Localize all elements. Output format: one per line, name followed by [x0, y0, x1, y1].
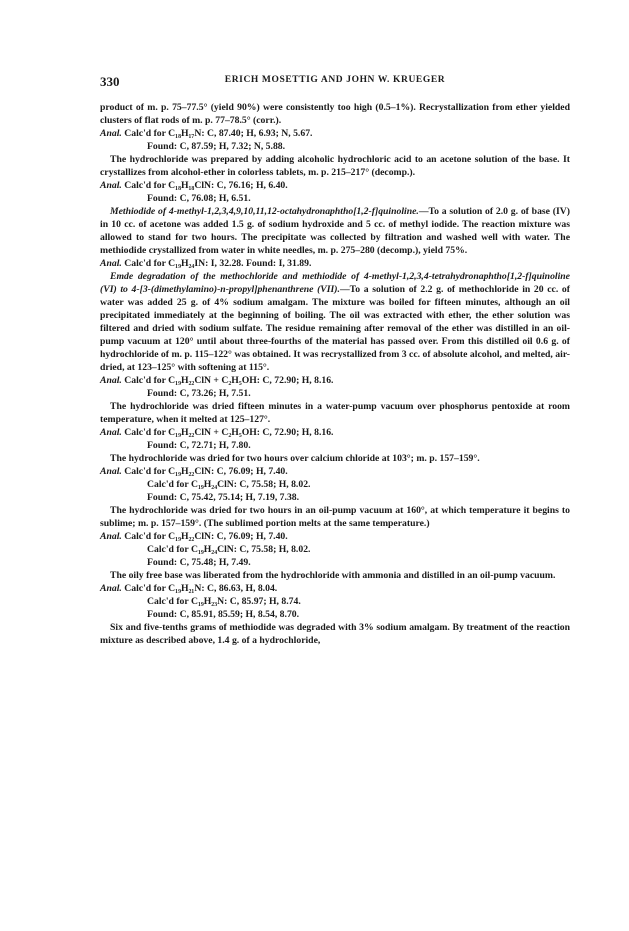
analysis-calc: Anal. Calc'd for C₁₉H₂₂ClN: C, 76.09; H, 7.40. [100, 466, 288, 477]
section-title: Methiodide of 4-methyl-1,2,3,4,9,10,11,12-octahydronaphtho[1,2-f]quinoline. [110, 206, 419, 217]
analysis-found: Found: C, 87.59; H, 7.32; N, 5.88. [147, 141, 286, 152]
analysis-calc: Calc'd for C₁₉H₂₃N: C, 85.97; H, 8.74. [147, 596, 301, 607]
analysis-calc: Anal. Calc'd for C₁₈H₁₈ClN: C, 76.16; H, 6.40. [100, 180, 288, 191]
analysis-found: Found: C, 75.42, 75.14; H, 7.19, 7.38. [147, 492, 300, 503]
paragraph: Methiodide of 4-methyl-1,2,3,4,9,10,11,12-octahydronaphtho[1,2-f]quinoline.—To a solution of 2.0 g. of base (IV) in 10 cc. of acetone was added 1.5 g. of sodium hydroxide and 5 cc. of methyl iodide. The reaction mixture was allowed to stand for two hours. The precipitate was collected by filtration and washed well with water. The methiodide crystallized from water in white needles, m. p. 275–280 (decomp.), yield 75%. [100, 206, 570, 256]
page-header [100, 74, 570, 88]
paragraph: The hydrochloride was dried for two hours in an oil-pump vacuum at 160°, at which temperature it begins to sublime; m. p. 157–159°. (The sublimed portion melts at the same temperature.) [100, 505, 570, 529]
paragraph: product of m. p. 75–77.5° (yield 90%) were consistently too high (0.5–1%). Recrystallization from ether yielded clusters of flat rods of m. p. 77–78.5° (corr.). [100, 102, 570, 126]
analysis-calc: Anal. Calc'd for C₁₉H₂₂ClN + C₂H₅OH: C, 72.90; H, 8.16. [100, 375, 334, 386]
paragraph: The hydrochloride was dried for two hours over calcium chloride at 103°; m. p. 157–159°. [110, 453, 480, 464]
analysis-calc: Anal. Calc'd for C₁₉H₂₄IN: I, 32.28. Found: I, 31.89. [100, 258, 312, 269]
paragraph: The oily free base was liberated from the hydrochloride with ammonia and distilled in an oil-pump vacuum. [110, 570, 556, 581]
analysis-calc: Calc'd for C₁₉H₂₄ClN: C, 75.58; H, 8.02. [147, 479, 311, 490]
analysis-found: Found: C, 73.26; H, 7.51. [147, 388, 251, 399]
analysis-calc: Calc'd for C₁₉H₂₄ClN: C, 75.58; H, 8.02. [147, 544, 311, 555]
paragraph: The hydrochloride was dried fifteen minutes in a water-pump vacuum over phosphorus pentoxide at room temperature, when it melted at 125–127°. [100, 401, 570, 425]
analysis-calc: Anal. Calc'd for C₁₈H₁₇N: C, 87.40; H, 6.93; N, 5.67. [100, 128, 313, 139]
analysis-found: Found: C, 76.08; H, 6.51. [147, 193, 251, 204]
analysis-found: Found: C, 75.48; H, 7.49. [147, 557, 251, 568]
analysis-calc: Anal. Calc'd for C₁₉H₂₂ClN: C, 76.09; H, 7.40. [100, 531, 288, 542]
analysis-found: Found: C, 72.71; H, 7.80. [147, 440, 251, 451]
article-body [100, 101, 570, 647]
paragraph: The hydrochloride was prepared by adding alcoholic hydrochloric acid to an acetone solution of the base. It crystallizes from alcohol-ether in colorless tablets, m. p. 215–217° (decomp.). [100, 154, 570, 178]
running-head: ERICH MOSETTIG AND JOHN W. KRUEGER [224, 75, 446, 85]
paragraph: Six and five-tenths grams of methiodide was degraded with 3% sodium amalgam. By treatment of the reaction mixture as described above, 1.4 g. of a hydrochloride, [100, 622, 570, 646]
section-title: Emde degradation of the methochloride and methiodide of 4-methyl-1,2,3,4-tetrahydronaphtho[1,2-f]quinoline (VI) to 4-[3-(dimethylamino)-n-propyl]phenanthrene (VII). [100, 271, 570, 295]
page-number: 330 [100, 74, 120, 89]
paragraph: Emde degradation of the methochloride and methiodide of 4-methyl-1,2,3,4-tetrahydronaphtho[1,2-f]quinoline (VI) to 4-[3-(dimethylamino)-n-propyl]phenanthrene (VII).—To a solution of 2.2 g. of methochloride in 20 cc. of water was added 25 g. of 4% sodium amalgam. The mixture was boiled for fifteen minutes, although an oil precipitated immediately at the beginning of boiling. The oil was extracted with ether, the ether solution was filtered and dried with sodium sulfate. The residue remaining after removal of the ether was distilled in an oil-pump vacuum at 120° until about three-fourths of the material has passed over. From this distilled oil 0.6 g. of hydrochloride of m. p. 115–122° was obtained. It was recrystallized from 3 cc. of absolute alcohol, and melted, air-dried, at 123–125° with softening at 115°. [100, 271, 570, 373]
analysis-found: Found: C, 85.91, 85.59; H, 8.54, 8.70. [147, 609, 300, 620]
analysis-calc: Anal. Calc'd for C₁₉H₂₁N: C, 86.63, H, 8.04. [100, 583, 278, 594]
analysis-calc: Anal. Calc'd for C₁₉H₂₂ClN + C₂H₅OH: C, 72.90; H, 8.16. [100, 427, 334, 438]
